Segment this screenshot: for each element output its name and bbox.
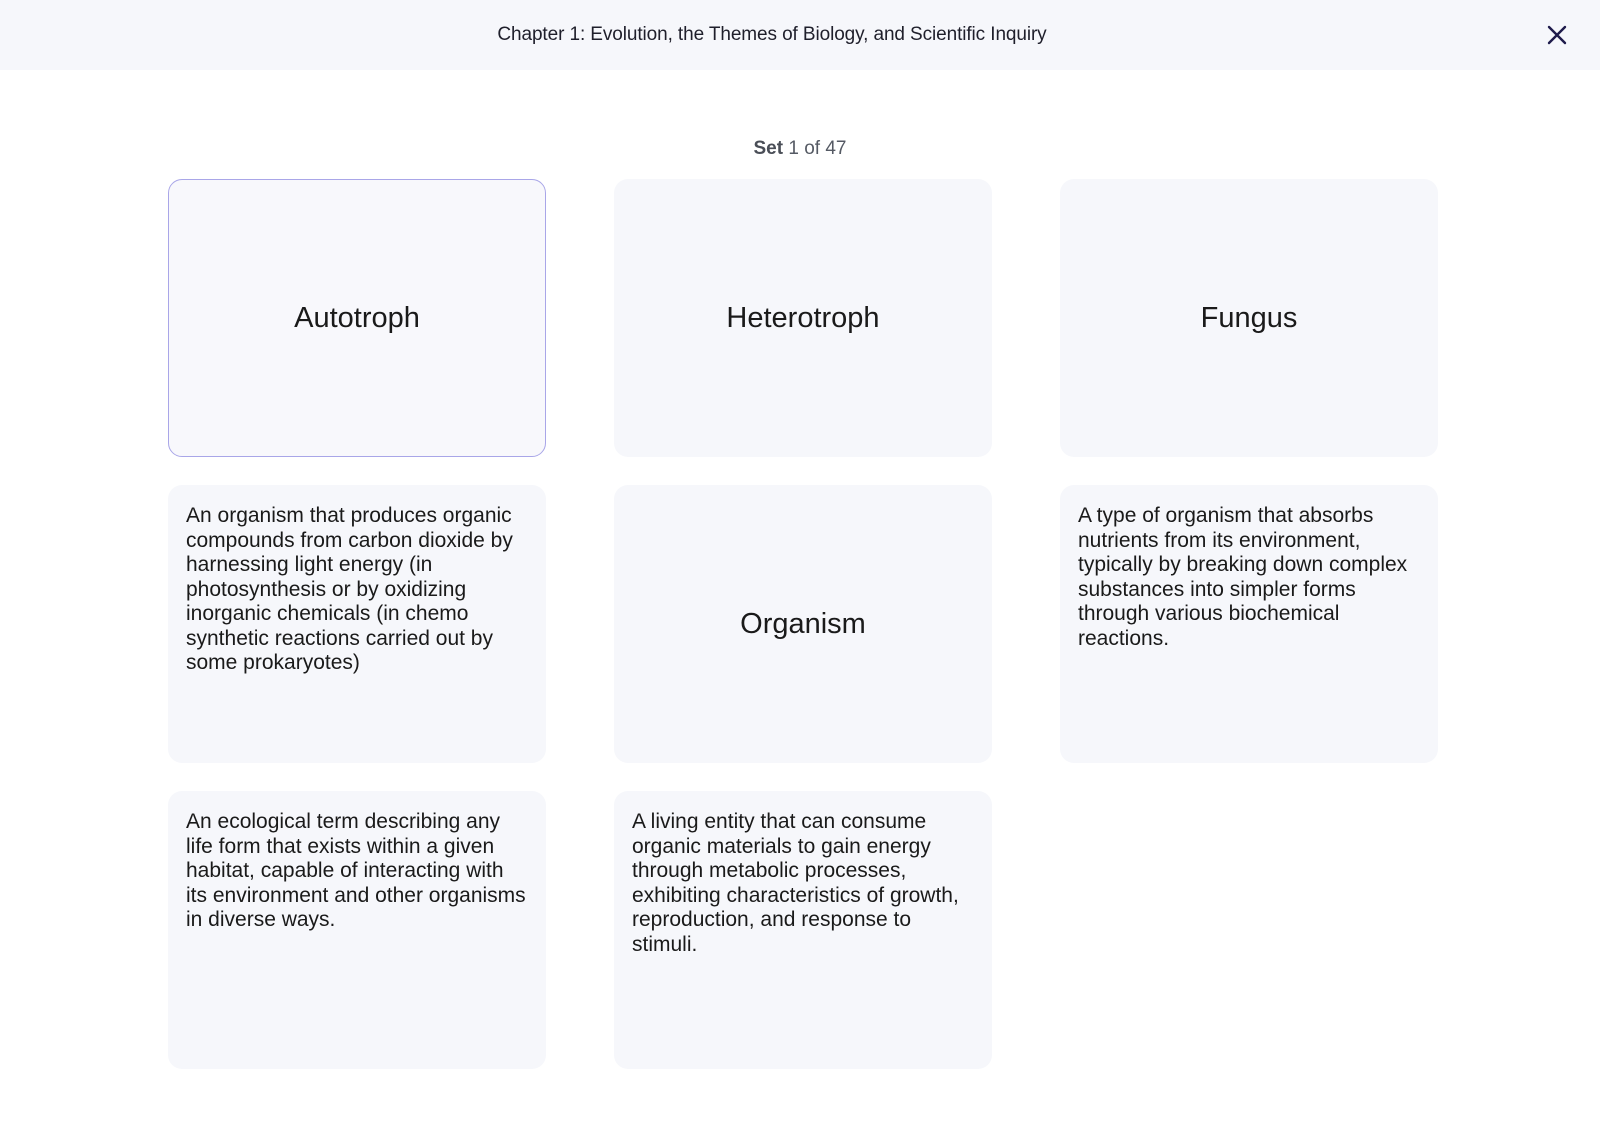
close-button[interactable] bbox=[1544, 22, 1570, 48]
set-counter bbox=[0, 138, 1600, 160]
match-card-definition-1[interactable] bbox=[168, 485, 546, 763]
card-definition-text: An organism that produces organic compounds from carbon dioxide by harnessing light energy (in photosynthesis or by oxidizing inorganic chemicals (in chemo synthetic reactions carried out by some prokaryotes) bbox=[186, 504, 513, 674]
match-card-fungus[interactable] bbox=[1060, 179, 1438, 457]
card-term-text: Organism bbox=[740, 607, 866, 640]
match-card-organism[interactable] bbox=[614, 485, 992, 763]
set-total: of 47 bbox=[804, 138, 847, 159]
set-current: 1 bbox=[788, 138, 799, 159]
match-card-definition-2[interactable] bbox=[1060, 485, 1438, 763]
close-icon bbox=[1547, 25, 1567, 45]
page-title: Chapter 1: Evolution, the Themes of Biology, and Scientific Inquiry bbox=[497, 24, 1047, 45]
match-card-grid bbox=[168, 179, 1438, 1069]
card-term-text: Heterotroph bbox=[726, 301, 880, 334]
match-card-autotroph[interactable] bbox=[168, 179, 546, 457]
card-term-text: Fungus bbox=[1200, 301, 1298, 334]
header-bar bbox=[0, 0, 1600, 70]
match-card-definition-4[interactable] bbox=[614, 791, 992, 1069]
card-term-text: Autotroph bbox=[294, 301, 420, 334]
match-card-heterotroph[interactable] bbox=[614, 179, 992, 457]
card-definition-text: An ecological term describing any life form that exists within a given habitat, capable of interacting with its environment and other organisms in diverse ways. bbox=[186, 810, 526, 931]
card-definition-text: A type of organism that absorbs nutrients from its environment, typically by breaking down complex substances into simpler forms through various biochemical reactions. bbox=[1078, 504, 1408, 650]
set-label: Set bbox=[753, 138, 784, 159]
card-definition-text: A living entity that can consume organic materials to gain energy through metabolic processes, exhibiting characteristics of growth, reproduction, and response to stimuli. bbox=[632, 810, 959, 956]
match-card-definition-3[interactable] bbox=[168, 791, 546, 1069]
